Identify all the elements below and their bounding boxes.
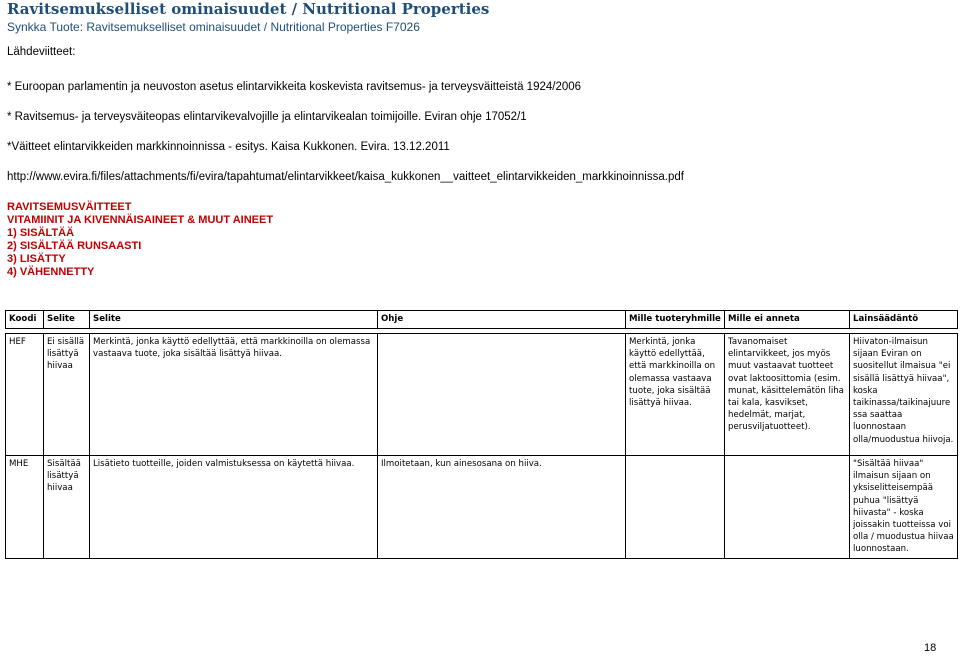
references-heading: Lähdeviitteet: (7, 46, 76, 58)
category-line: 4) VÄHENNETTY (7, 266, 95, 278)
page-number: 18 (924, 642, 937, 654)
column-header: Lainsäädäntö (850, 311, 958, 329)
cell-for-groups (626, 456, 725, 559)
cell-guidance (378, 334, 626, 456)
category-line: 3) LISÄTTY (7, 253, 66, 265)
cell-not-for (725, 456, 850, 559)
cell-code: HEF (6, 334, 44, 456)
cell-for-groups: Merkintä, jonka käyttö edellyttää, että markkinoilla on olemassa vastaava tuote, joka sisältää lisättyä hiivaa. (626, 334, 725, 456)
column-header: Ohje (378, 311, 626, 329)
cell-not-for: Tavanomaiset elintarvikkeet, jos myös muut vastaavat tuotteet ovat laktoosittomia (esim. munat, käsittelemätön liha tai kala, kasvikset, hedelmät, marjat, perusviljatuotteet). (725, 334, 850, 456)
page-title: Ravitsemukselliset ominaisuudet / Nutritional Properties (7, 0, 490, 18)
reference-link[interactable]: http://www.evira.fi/files/attachments/fi/evira/tapahtumat/elintarvikkeet/kaisa_kukkonen__vaitteet_elintarvikkeiden_markkinoinnissa.pdf (7, 171, 684, 183)
cell-description: Lisätieto tuotteille, joiden valmistuksessa on käytettä hiivaa. (90, 456, 378, 559)
table-header-row (6, 311, 958, 329)
table-row (6, 456, 958, 559)
column-header: Mille ei anneta (725, 311, 850, 329)
reference-item: * Ravitsemus- ja terveysväiteopas elintarvikevalvojille ja elintarvikealan toimijoille. Eviran ohje 17052/1 (7, 111, 527, 123)
table-row (6, 334, 958, 456)
reference-item: *Väitteet elintarvikkeiden markkinnoinnissa - esitys. Kaisa Kukkonen. Evira. 13.12.2011 (7, 141, 450, 153)
cell-legislation: "Sisältää hiivaa" ilmaisun sijaan on yksiselitteisempää puhua "lisättyä hiivasta" - koska joissakin tuotteissa voi olla / muodustua hiivaa luonnostaan. (850, 456, 958, 559)
reference-item: * Euroopan parlamentin ja neuvoston asetus elintarvikkeita koskevista ravitsemus- ja terveysväitteistä 1924/2006 (7, 81, 582, 93)
cell-short: Ei sisällä lisättyä hiivaa (44, 334, 90, 456)
column-header: Selite (44, 311, 90, 329)
cell-legislation: Hiivaton-ilmaisun sijaan Eviran on suositellut ilmaisua "ei sisällä lisättyä hiivaa", koska taikinassa/taikinajuure ssa saattaa luonnostaan olla/muodustua hiivoja. (850, 334, 958, 456)
category-line: RAVITSEMUSVÄITTEET (7, 201, 132, 213)
category-line: 1) SISÄLTÄÄ (7, 227, 75, 239)
cell-guidance: Ilmoitetaan, kun ainesosana on hiiva. (378, 456, 626, 559)
category-line: VITAMIINIT JA KIVENNÄISAINEET & MUUT AINEET (7, 214, 274, 226)
column-header: Selite (90, 311, 378, 329)
page-subtitle: Synkka Tuote: Ravitsemukselliset ominaisuudet / Nutritional Properties F7026 (7, 20, 420, 34)
claims-table (5, 310, 958, 559)
column-header: Koodi (6, 311, 44, 329)
category-line: 2) SISÄLTÄÄ RUNSAASTI (7, 240, 142, 252)
column-header: Mille tuoteryhmille (626, 311, 725, 329)
cell-short: Sisältää lisättyä hiivaa (44, 456, 90, 559)
cell-code: MHE (6, 456, 44, 559)
cell-description: Merkintä, jonka käyttö edellyttää, että markkinoilla on olemassa vastaava tuote, joka sisältää lisättyä hiivaa. (90, 334, 378, 456)
